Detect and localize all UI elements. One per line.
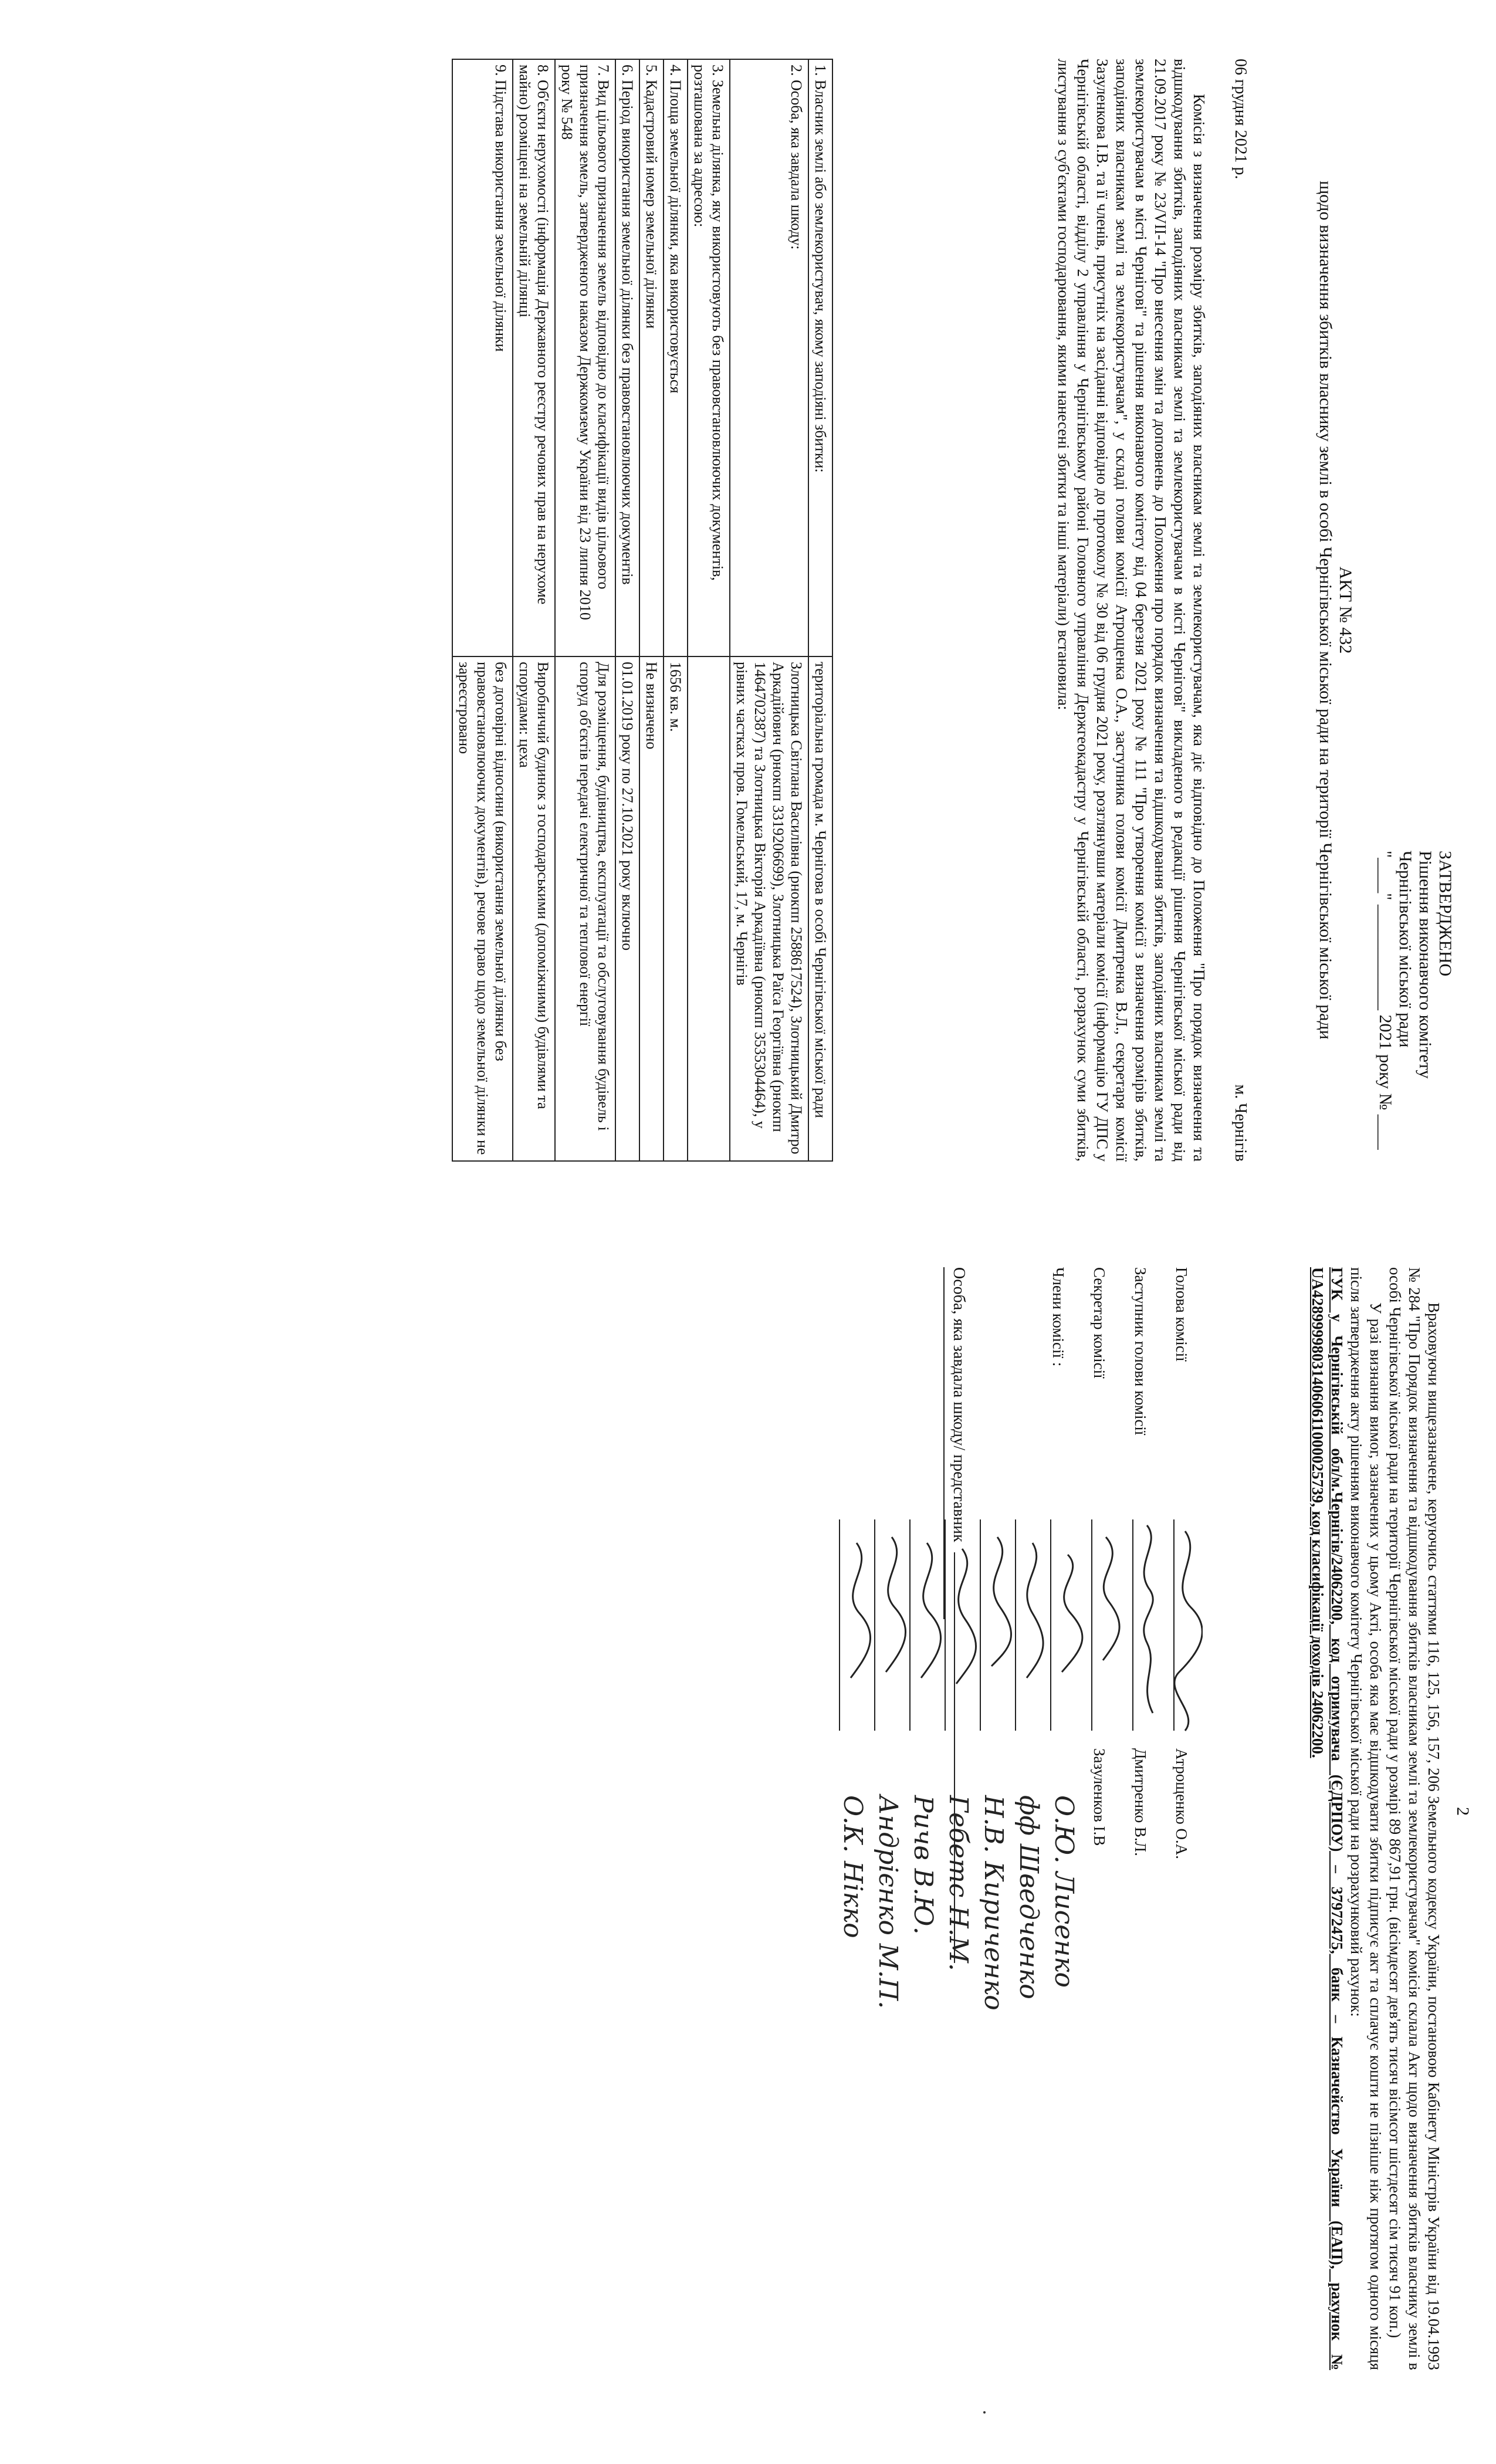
signature-row <box>821 1267 868 2370</box>
table-label: 9. Підстава використання земельної ділянки <box>452 59 513 656</box>
act-number: АКТ № 432 <box>1336 566 1355 654</box>
table-value: без договірні відносини (використання земельної ділянки без правовстановлюючих документів), речове право щодо земельної ділянки не зареєстровано <box>452 656 513 1161</box>
table-row <box>664 59 688 1161</box>
signature-name: Дмитренко В.Л. <box>1132 1748 1149 1856</box>
act-date: 06 грудня 2021 р. <box>1231 59 1250 180</box>
handwritten-name: Н.В. Кириченко <box>979 1795 1008 2011</box>
approve-line-1: ЗАТВЕРДЖЕНО <box>1436 851 1455 977</box>
table-row <box>513 59 555 1161</box>
table-value: Злотницька Світлана Василівна (рнокпп 2588617524), Злотницький Дмитро Аркадійович (рнокпп 3319206699), Злотницька Раїса Георгіївна (рнокпп 1464702387) та Злотницька Вікторія Аркадіївна (рнокпп 3535304464), у рівних частках пров. Гомельський, 17, м. Чернігів <box>730 656 808 1161</box>
handwritten-signatures-graphic <box>815 1519 1203 1766</box>
handwritten-name: Андрієнко М.П. <box>873 1795 903 2009</box>
table-row <box>615 59 639 1161</box>
act-page-2 <box>838 1220 1496 2441</box>
act-place: м. Чернігів <box>1231 1084 1250 1162</box>
decision-text <box>1308 1267 1443 2370</box>
bank-details: ГУК у Чернігівській обл/м.Чернігів/24062200, код отримувача (ЄДРПОУ) – 37972475, банк – Казначейство України (ЕАП), рахунок № UA428999980314060611000025739, код класифікації доходів 24062200. <box>1309 1267 1346 2370</box>
table-label: 5. Кадастровий номер земельної ділянки <box>639 59 664 656</box>
table-value: Не визначено <box>639 656 664 1161</box>
approve-line-2: Рішення виконавчого комітету <box>1416 851 1435 1079</box>
table-row <box>555 59 615 1161</box>
offender-signature-line <box>954 1552 955 1963</box>
table-label: 6. Період використання земельної ділянки без правовстановлюючих документів <box>615 59 639 656</box>
table-label: 7. Вид цільового призначення земель відповідно до класифікації видів цільового призначення земель, затвердженого наказом Держкомзему України від 23 липня 2010 року № 548 <box>555 59 615 656</box>
table-row <box>452 59 513 1161</box>
handwritten-name: фф Шведченко <box>1014 1795 1044 1999</box>
signature-name: Зазуленков І.В <box>1091 1748 1108 1846</box>
table-value: 1656 кв. м. <box>664 656 688 1161</box>
table-row <box>688 59 730 1161</box>
table-label: 1. Власник землі або землекористувач, якому заподіяні збитки: <box>808 59 832 656</box>
signature-role: Заступник голови комісії <box>1132 1267 1149 1436</box>
handwritten-name: О.К. Нікко <box>838 1795 868 1938</box>
approve-line-4: "____" ____________ 2021 року № ____ <box>1376 851 1395 1150</box>
table-label: 3. Земельна ділянка, яку використовують без правовстановлюючих документів, розташована за адресою: <box>688 59 730 656</box>
signature-name: Атрощенко О.А. <box>1173 1748 1190 1859</box>
act-info-table <box>452 59 833 1162</box>
table-value: Виробничий будинок з господарськими (допоміжними) будівлями та спорудами: цеха <box>513 656 555 1161</box>
decision-paragraph-1: Враховуючи вищезазначене, керуючись статтями 116, 125, 156, 157, 206 Земельного кодексу України, постановою Кабінету Міністрів України від 19.04.1993 № 284 "Про Порядок визначення та відшкодування збитків власникам землі та землекористувачам" комісія склала Акт щодо визначення збитків власнику землі в особі Чернігівської міської ради на території Чернігівської міської ради у розмірі 89 867,91 грн. (вісімдесят дев'ять тисяч вісімсот шістдесят сім тисяч 91 коп.) <box>1386 1267 1443 2370</box>
table-label: 4. Площа земельної ділянки, яка використовується <box>664 59 688 656</box>
handwritten-name: Гебетс Н.М. <box>943 1795 973 1971</box>
act-page-1 <box>456 0 1496 1220</box>
extra-signature-line <box>943 1267 945 1619</box>
table-label: 8. Об'єкти нерухомості (інформація Державного реєстру речових прав на нерухоме майно) розміщені на земельній ділянці <box>513 59 555 656</box>
offender-label: Особа, яка завдала шкоду/ представник <box>950 1267 968 1542</box>
table-value: 01.01.2019 року по 27.10.2021 року включно <box>615 656 639 1161</box>
signature-row <box>1115 1267 1150 2370</box>
signature-row <box>1074 1267 1109 2370</box>
signature-row <box>1156 1267 1191 2370</box>
scan-speck <box>983 2411 986 2414</box>
table-label: 2. Особа, яка завдала шкоду: <box>730 59 808 656</box>
table-value <box>688 656 730 1161</box>
approve-line-3: Чернігівської міської ради <box>1396 851 1415 1048</box>
offender-signature-row <box>943 1267 973 2370</box>
signature-role: Секретар комісії <box>1091 1267 1108 1379</box>
date-place-row <box>1231 59 1250 1162</box>
table-row <box>808 59 832 1161</box>
table-row <box>730 59 808 1161</box>
table-row <box>639 59 664 1161</box>
table-value: Для розміщення, будівництва, експлуатації та обслуговування будівель і споруд об'єктів передачі електричної та теплової енергії <box>555 656 615 1161</box>
handwritten-name: О.Ю. Лисенко <box>1049 1795 1079 1988</box>
act-subtitle: щодо визначення збитків власнику землі в особі Чернігівської міської ради на території Чернігівської міської ради <box>1316 181 1335 1040</box>
signature-role: Члени комісії : <box>1050 1267 1067 1367</box>
act-body-paragraph: Комісія з визначення розміру збитків, заподіяних власникам землі та землекористувачам, яка діє відповідно до Положення "Про порядок визначення та відшкодування збитків, заподіяних власникам землі та землекористувачам в місті Чернігові" викладеного в редакції рішення Чернігівської міської ради від 21.09.2017 року № 23/VII-14 "Про внесення змін та доповнень до Положення про порядок визначення та відшкодування збитків, заподіяних власникам землі та землекористувачам в місті Чернігові" та рішення виконавчого комітету від 04 березня 2021 року № 111 "Про утворення комісії з визначення розмірів збитків, заподіяних власникам землі та землекористувачам", у складі голови комісії Атрощенка О.А., заступника голови комісії Дмитренка В.Л., секретаря комісії Зазуленкова І.В. та її членів, присутніх на засіданні відповідно до протоколу № 30 від 06 грудня 2021 року, розглянувши матеріали комісії (інформацію ГУ ДПС у Чернігівській області, відділу 2 управління у Чернігівському районі Головного управління Держгеокадастру у Чернігівській області, розрахунок суми збитків, листування з суб'єктами господарювання, якими нанесені збитки та інші матеріали) встановила: <box>1055 59 1208 1162</box>
handwritten-name: Ричв В.Ю. <box>908 1795 938 1935</box>
approval-stamp-block <box>1375 851 1455 1179</box>
act-heading <box>1315 176 1355 1044</box>
decision-paragraph-2: У разі визнання вимог, зазначених у цьому Акті, особа яка має відшкодувати збитки підписує акт та сплачує кошти не пізніше ніж протягом одного місяця після затвердження акту рішенням виконавчого комітету Чернігівської міської ради на розрахунковий рахунок: <box>1348 1267 1385 2370</box>
signature-role: Голова комісії <box>1173 1267 1190 1362</box>
table-value: територіальна громада м. Чернігова в особі Чернігівської міської ради <box>808 656 832 1161</box>
page-number: 2 <box>1453 1807 1473 1816</box>
